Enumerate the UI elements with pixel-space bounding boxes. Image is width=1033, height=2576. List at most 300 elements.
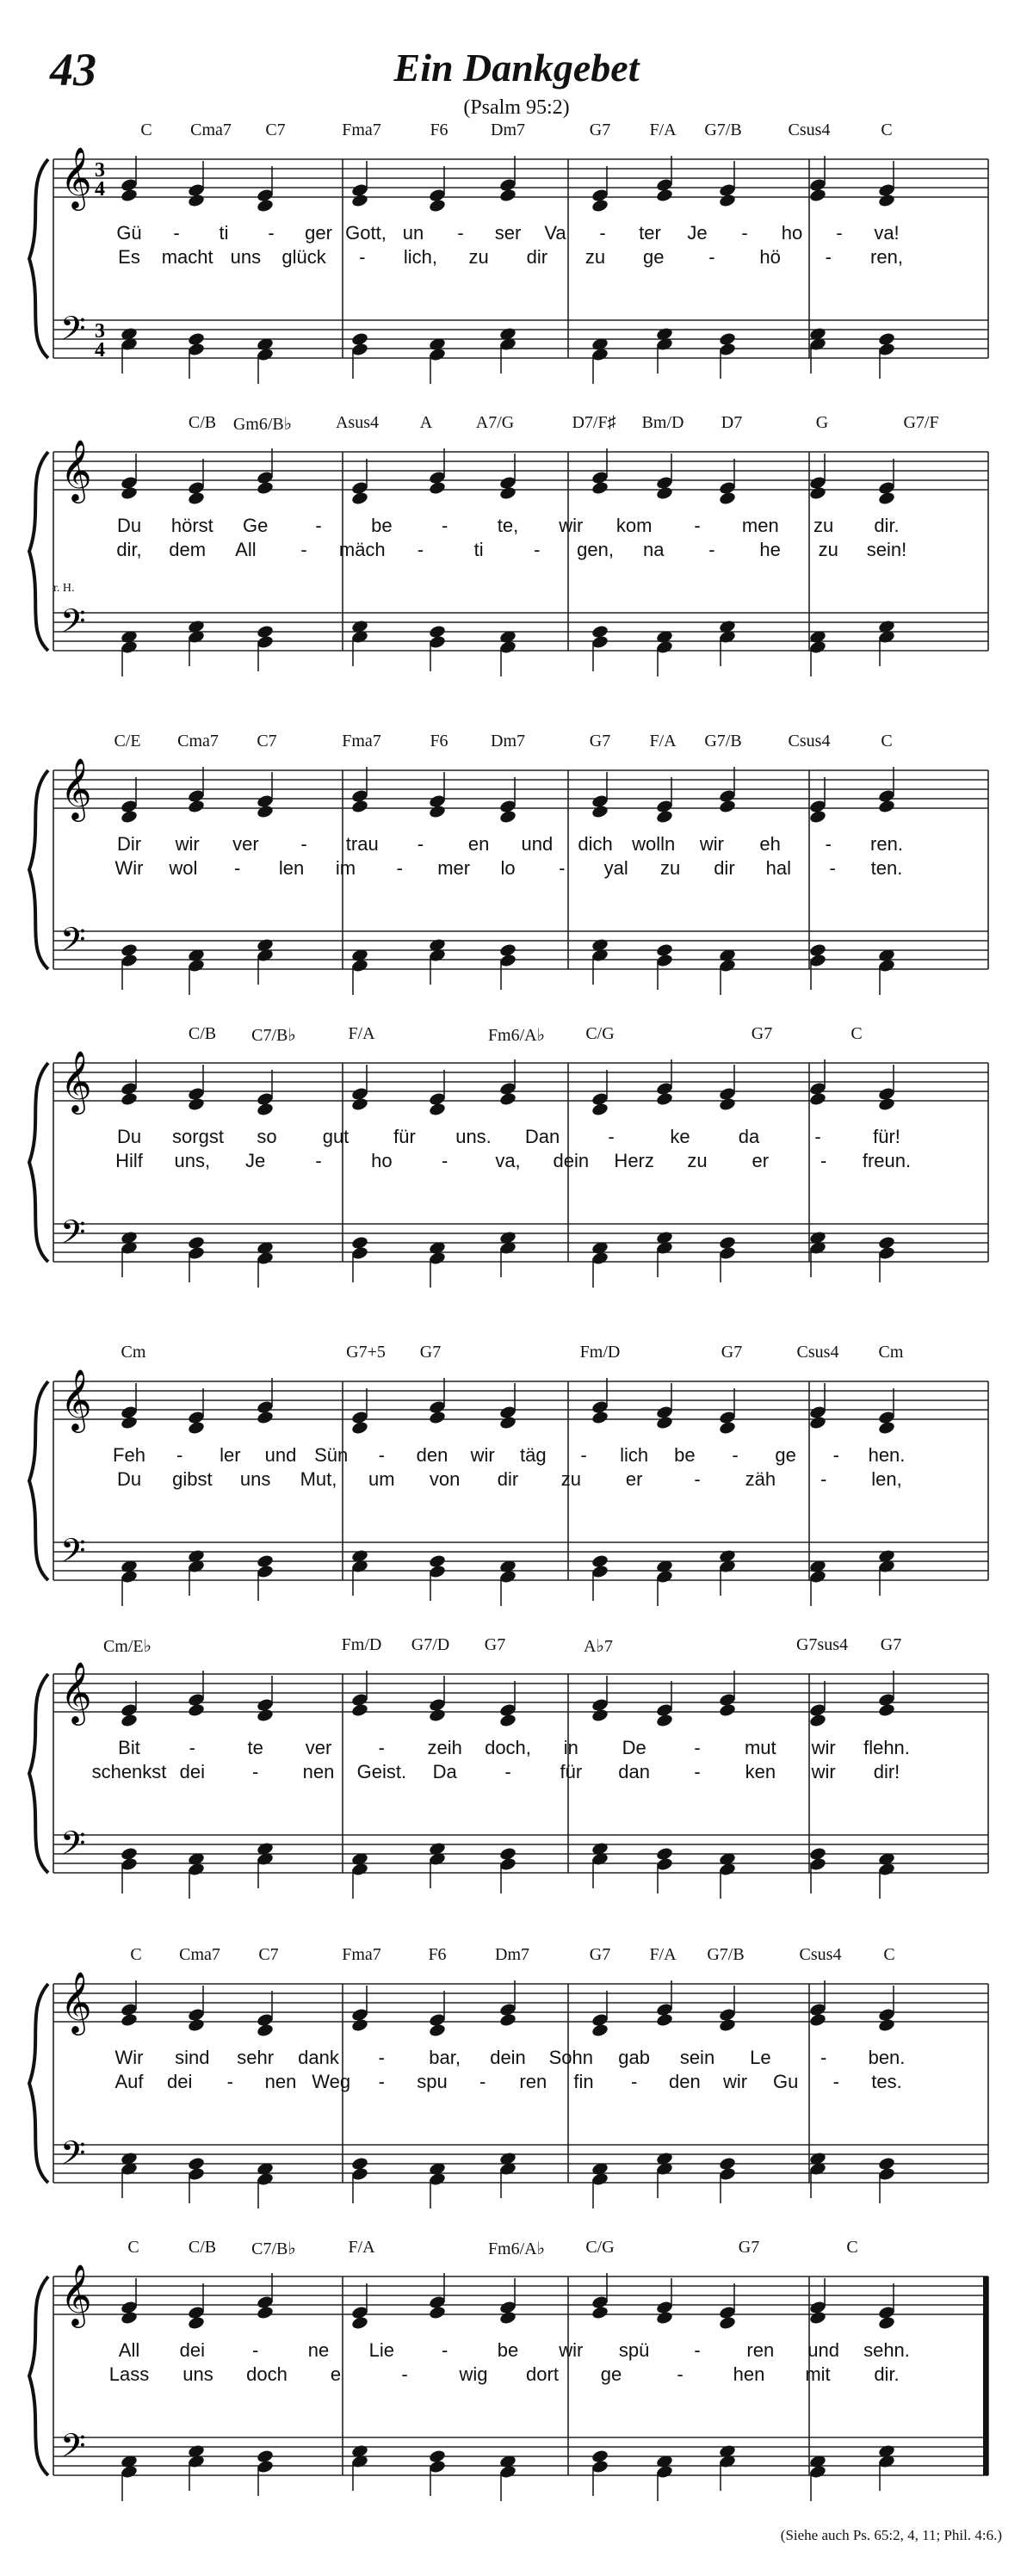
lyric-syllable: - xyxy=(741,222,748,244)
note-head xyxy=(120,2310,138,2325)
note-head xyxy=(591,2023,609,2037)
treble-clef: 𝄞 xyxy=(60,2263,92,2326)
time-signature: 3 xyxy=(95,320,105,343)
note-head xyxy=(655,188,673,202)
lyric-syllable: zu xyxy=(659,857,681,879)
lyric-syllable: dich xyxy=(578,833,613,855)
lyric-syllable: bar, xyxy=(429,2047,461,2068)
note-head xyxy=(428,2305,446,2320)
lyric-syllable: ho xyxy=(371,1150,393,1171)
lyric-syllable: flehn. xyxy=(863,1737,910,1758)
brace xyxy=(29,1674,48,1873)
chord-symbol: G7/B xyxy=(704,732,742,751)
chord-symbol: C7 xyxy=(265,120,286,139)
footnote: (Siehe auch Ps. 65:2, 4, 11; Phil. 4:6.) xyxy=(780,2527,1002,2543)
note-head xyxy=(350,2017,368,2032)
note-head xyxy=(808,1713,826,1727)
lyric-syllable: uns xyxy=(230,246,262,268)
note-head xyxy=(808,2012,826,2027)
note-head xyxy=(120,1713,138,1727)
note-head xyxy=(256,1708,274,1722)
note-head xyxy=(877,1420,895,1435)
lyric-syllable: ler xyxy=(220,1444,241,1466)
chord-symbol: C xyxy=(846,2238,858,2257)
lyric-syllable: be xyxy=(497,2339,519,2361)
lyric-syllable: men xyxy=(741,515,779,536)
lyric-syllable: - xyxy=(401,2363,408,2385)
lyric-syllable: wir xyxy=(811,1737,836,1758)
note-head xyxy=(350,1096,368,1111)
lyric-syllable: - xyxy=(378,2047,385,2068)
note-head xyxy=(498,1415,516,1430)
lyric-syllable: spu xyxy=(417,2071,448,2092)
chord-symbol: Dm7 xyxy=(491,732,525,751)
lyric-syllable: - xyxy=(694,515,701,536)
lyric-syllable: er xyxy=(625,1468,643,1490)
lyric-syllable: Sohn xyxy=(548,2047,594,2068)
lyric-syllable: doch, xyxy=(485,1737,531,1758)
chord-symbol: G7/B xyxy=(704,120,742,139)
lyric-syllable: Lie xyxy=(368,2339,395,2361)
chord-symbol: Cma7 xyxy=(177,732,219,751)
lyric-syllable: hörst xyxy=(170,515,213,536)
chord-symbol: Fma7 xyxy=(342,732,381,751)
lyric-syllable: ben. xyxy=(868,2047,906,2068)
lyric-syllable: für xyxy=(393,1126,416,1147)
chord-symbol: G7/B xyxy=(707,1945,745,1964)
note-head xyxy=(655,1415,673,1430)
lyric-syllable: dir xyxy=(714,857,735,879)
music-system xyxy=(0,413,1033,723)
lyric-syllable: dir! xyxy=(873,1761,900,1782)
note-head xyxy=(187,2315,205,2330)
note-head xyxy=(877,2315,895,2330)
chord-symbol: F6 xyxy=(430,732,448,751)
lyric-syllable: - xyxy=(359,246,366,268)
lyric-syllable: va! xyxy=(874,222,900,244)
note-head xyxy=(808,188,826,202)
lyric-syllable: ger xyxy=(305,222,332,244)
lyric-syllable: dem xyxy=(169,539,207,560)
lyric-syllable: ser xyxy=(494,222,522,244)
note-head xyxy=(808,809,826,824)
chord-symbol: C7 xyxy=(258,1945,279,1964)
lyric-syllable: Va xyxy=(544,222,566,244)
lyric-syllable: ho xyxy=(781,222,803,244)
chord-symbol: C xyxy=(881,120,893,139)
lyric-syllable: gen, xyxy=(577,539,614,560)
note-head xyxy=(808,1415,826,1430)
lyric-syllable: - xyxy=(176,1444,183,1466)
lyric-syllable: - xyxy=(300,833,307,855)
note-head xyxy=(120,1091,138,1106)
chord-symbol: C xyxy=(851,1024,863,1043)
lyric-syllable: ge xyxy=(642,246,665,268)
lyric-syllable: - xyxy=(836,222,843,244)
note-head xyxy=(498,1713,516,1727)
lyric-syllable: - xyxy=(417,539,424,560)
lyric-syllable: ren, xyxy=(870,246,903,268)
chord-symbol: Fma7 xyxy=(342,1945,381,1964)
lyric-syllable: te xyxy=(247,1737,263,1758)
lyric-syllable: schenkst xyxy=(91,1761,167,1782)
lyric-syllable: täg xyxy=(520,1444,547,1466)
lyric-syllable: - xyxy=(694,1468,701,1490)
lyric-syllable: dein xyxy=(490,2047,526,2068)
lyric-syllable: - xyxy=(251,1761,259,1782)
note-head xyxy=(655,809,673,824)
lyric-syllable: den xyxy=(416,1444,448,1466)
note-head xyxy=(428,1410,446,1424)
chord-symbol: G xyxy=(815,413,829,432)
lyric-syllable: für xyxy=(560,1761,583,1782)
lyric-syllable: spü xyxy=(618,2339,650,2361)
lyric-syllable: - xyxy=(829,857,836,879)
lyric-syllable: sehn. xyxy=(863,2339,910,2361)
lyric-syllable: zu xyxy=(818,539,838,560)
lyric-syllable: von xyxy=(429,1468,461,1490)
treble-clef: 𝄞 xyxy=(60,438,92,501)
lyric-syllable: ren. xyxy=(870,833,903,855)
chord-symbol: C xyxy=(883,1945,895,1964)
note-head xyxy=(350,193,368,207)
lyric-syllable: Wir xyxy=(114,2047,144,2068)
chord-symbol: G7 xyxy=(589,120,611,139)
note-head xyxy=(718,1096,736,1111)
music-system xyxy=(0,2238,1033,2548)
lyric-syllable: sein! xyxy=(866,539,907,560)
lyric-syllable: und xyxy=(521,833,554,855)
lyric-syllable: dir xyxy=(497,1468,519,1490)
lyric-syllable: - xyxy=(300,539,307,560)
lyric-syllable: Es xyxy=(118,246,140,268)
lyric-syllable: gut xyxy=(322,1126,349,1147)
lyric-syllable: lo xyxy=(500,857,516,879)
chord-symbol: G7 xyxy=(880,1635,902,1654)
lyric-syllable: dei xyxy=(179,1761,206,1782)
lyric-syllable: wir xyxy=(559,515,584,536)
chord-symbol: F/A xyxy=(649,1945,677,1964)
lyric-syllable: - xyxy=(599,222,606,244)
note-head xyxy=(187,799,205,813)
lyric-syllable: trau xyxy=(345,833,379,855)
lyric-syllable: zu xyxy=(468,246,489,268)
note-head xyxy=(655,2310,673,2325)
lyric-syllable: sorgst xyxy=(172,1126,224,1147)
lyric-syllable: dei xyxy=(166,2071,193,2092)
song-subtitle: (Psalm 95:2) xyxy=(463,96,570,119)
lyric-syllable: - xyxy=(708,246,715,268)
note-head xyxy=(187,1702,205,1717)
note-head xyxy=(718,491,736,505)
lyric-syllable: zäh xyxy=(745,1468,776,1490)
chord-symbol: Dm7 xyxy=(491,120,525,139)
note-head xyxy=(591,1102,609,1116)
lyric-syllable: Geist. xyxy=(356,1761,407,1782)
lyric-syllable: len xyxy=(278,857,305,879)
note-head xyxy=(877,799,895,813)
chord-symbol: C7/B♭ xyxy=(251,2239,296,2258)
lyric-syllable: ren xyxy=(519,2071,547,2092)
bass-clef: 𝄢 xyxy=(60,2134,86,2180)
time-signature: 4 xyxy=(95,178,105,201)
lyric-syllable: - xyxy=(234,857,241,879)
lyric-syllable: ken xyxy=(745,1761,776,1782)
lyric-syllable: fin xyxy=(573,2071,594,2092)
music-system xyxy=(0,120,1033,430)
lyric-syllable: uns. xyxy=(455,1126,492,1147)
lyric-syllable: dort xyxy=(526,2363,559,2385)
bass-clef: 𝄢 xyxy=(60,2426,86,2473)
lyric-syllable: dei xyxy=(179,2339,206,2361)
lyric-syllable: und xyxy=(264,1444,297,1466)
lyric-syllable: - xyxy=(825,833,832,855)
lyric-syllable: eh xyxy=(759,833,781,855)
lyric-syllable: ver xyxy=(232,833,259,855)
note-head xyxy=(498,2310,516,2325)
chord-symbol: F6 xyxy=(428,1945,447,1964)
time-signature: 3 xyxy=(95,159,105,182)
lyric-syllable: - xyxy=(832,2071,839,2092)
lyric-syllable: De xyxy=(622,1737,646,1758)
lyric-syllable: - xyxy=(832,1444,839,1466)
lyric-syllable: - xyxy=(820,1468,827,1490)
note-head xyxy=(591,804,609,819)
chord-symbol: C/E xyxy=(114,732,141,751)
note-head xyxy=(498,2012,516,2027)
note-head xyxy=(428,480,446,495)
lyric-syllable: na xyxy=(642,539,665,560)
note-head xyxy=(498,188,516,202)
staff-drawing xyxy=(0,2238,1033,2548)
staff-drawing xyxy=(0,1024,1033,1334)
chord-symbol: C7/B♭ xyxy=(251,1026,296,1045)
lyric-syllable: - xyxy=(825,246,832,268)
lyric-syllable: zu xyxy=(585,246,606,268)
lyric-syllable: Mut, xyxy=(300,1468,337,1490)
lyric-syllable: be xyxy=(674,1444,696,1466)
chord-symbol: G7 xyxy=(484,1635,506,1654)
note-head xyxy=(256,2023,274,2037)
chord-symbol: G7 xyxy=(589,732,611,751)
note-head xyxy=(350,2315,368,2330)
lyric-syllable: freun. xyxy=(862,1150,912,1171)
note-head xyxy=(350,1420,368,1435)
lyric-syllable: dir xyxy=(526,246,548,268)
song-title: Ein Dankgebet xyxy=(393,46,640,90)
lyric-syllable: te, xyxy=(497,515,519,536)
music-system xyxy=(0,1024,1033,1334)
chord-symbol: C7 xyxy=(257,732,277,751)
chord-symbol: D7 xyxy=(721,413,743,432)
lyric-syllable: lich xyxy=(620,1444,649,1466)
lyric-syllable: - xyxy=(268,222,275,244)
lyric-syllable: - xyxy=(694,1737,701,1758)
chord-symbol: Bm/D xyxy=(641,413,684,432)
lyric-syllable: Bit xyxy=(118,1737,140,1758)
chord-symbol: D7/F♯ xyxy=(572,413,616,432)
lyric-syllable: in xyxy=(563,1737,578,1758)
note-head xyxy=(350,1702,368,1717)
lyric-syllable: - xyxy=(694,1761,701,1782)
lyric-syllable: - xyxy=(732,1444,739,1466)
chord-symbol: Fm6/A♭ xyxy=(487,1026,546,1045)
chord-symbol: F/A xyxy=(348,2238,375,2257)
lyric-syllable: - xyxy=(378,1444,385,1466)
lyric-syllable: und xyxy=(807,2339,840,2361)
lyric-syllable: wir xyxy=(722,2071,748,2092)
lyric-syllable: - xyxy=(226,2071,233,2092)
lyric-syllable: - xyxy=(504,1761,511,1782)
note-head xyxy=(877,1702,895,1717)
chord-symbol: A♭7 xyxy=(584,1637,613,1656)
note-head xyxy=(718,2017,736,2032)
chord-symbol: C/B xyxy=(188,1024,217,1043)
lyric-syllable: - xyxy=(251,2339,259,2361)
chord-symbol: G7+5 xyxy=(346,1343,386,1362)
lyric-syllable: Gü xyxy=(116,222,142,244)
lyric-syllable: wir xyxy=(470,1444,495,1466)
note-head xyxy=(187,491,205,505)
lyric-syllable: en xyxy=(467,833,490,855)
treble-clef: 𝄞 xyxy=(60,145,92,208)
lyric-syllable: - xyxy=(814,1126,821,1147)
lyric-syllable: Da xyxy=(432,1761,457,1782)
brace xyxy=(29,770,48,969)
lyric-syllable: uns xyxy=(239,1468,271,1490)
lyric-syllable: ti xyxy=(219,222,229,244)
lyric-syllable: Sün xyxy=(314,1444,349,1466)
lyric-syllable: - xyxy=(441,1150,448,1171)
song-number: 43 xyxy=(50,44,96,96)
note-head xyxy=(808,485,826,500)
lyric-syllable: Du xyxy=(116,1126,142,1147)
lyric-syllable: zu xyxy=(813,515,834,536)
note-head xyxy=(256,480,274,495)
lyric-syllable: ge xyxy=(600,2363,622,2385)
lyric-syllable: yal xyxy=(603,857,628,879)
chord-symbol: C xyxy=(127,2238,139,2257)
lyric-syllable: va, xyxy=(495,1150,521,1171)
note-head xyxy=(718,1702,736,1717)
lyric-syllable: mut xyxy=(744,1737,776,1758)
note-head xyxy=(187,2017,205,2032)
chord-symbol: G7 xyxy=(589,1945,611,1964)
lyric-syllable: - xyxy=(608,1126,615,1147)
lyric-syllable: lich, xyxy=(403,246,438,268)
lyric-syllable: ke xyxy=(670,1126,690,1147)
note-head xyxy=(718,2315,736,2330)
lyric-syllable: ne xyxy=(307,2339,330,2361)
lyric-syllable: Herz xyxy=(614,1150,654,1171)
lyric-syllable: nen xyxy=(302,1761,335,1782)
lyric-syllable: Je xyxy=(687,222,708,244)
brace xyxy=(29,1984,48,2183)
lyric-syllable: zeih xyxy=(427,1737,462,1758)
lyric-syllable: - xyxy=(441,2339,448,2361)
note-head xyxy=(591,480,609,495)
lyric-syllable: - xyxy=(820,2047,827,2068)
chord-symbol: A7/G xyxy=(475,413,515,432)
lyric-syllable: zu xyxy=(560,1468,581,1490)
chord-symbol: F6 xyxy=(430,120,448,139)
chord-symbol: F/A xyxy=(649,120,677,139)
chord-symbol: C xyxy=(130,1945,142,1964)
lyric-syllable: All xyxy=(118,2339,140,2361)
note-head xyxy=(591,2305,609,2320)
music-system xyxy=(0,1343,1033,1652)
chord-symbol: Csus4 xyxy=(788,732,831,751)
lyric-syllable: hal xyxy=(765,857,791,879)
note-head xyxy=(187,193,205,207)
lyric-syllable: ge xyxy=(775,1444,796,1466)
brace xyxy=(29,452,48,651)
lyric-syllable: - xyxy=(315,515,322,536)
note-head xyxy=(256,2305,274,2320)
chord-symbol: C xyxy=(881,732,893,751)
note-head xyxy=(428,1102,446,1116)
chord-symbol: F/A xyxy=(348,1024,375,1043)
lyric-syllable: dan xyxy=(618,1761,651,1782)
lyric-syllable: wir xyxy=(811,1761,836,1782)
note-head xyxy=(877,491,895,505)
lyric-syllable: er xyxy=(752,1150,770,1171)
lyric-syllable: len, xyxy=(871,1468,902,1490)
note-head xyxy=(120,188,138,202)
treble-clef: 𝄞 xyxy=(60,1660,92,1723)
chord-symbol: Cma7 xyxy=(179,1945,220,1964)
chord-symbol: Cma7 xyxy=(190,120,232,139)
music-system xyxy=(0,1945,1033,2255)
lyric-syllable: wig xyxy=(459,2363,488,2385)
chord-symbol: C/G xyxy=(585,2238,615,2257)
lyric-syllable: - xyxy=(630,2071,638,2092)
lyric-syllable: - xyxy=(315,1150,322,1171)
final-barline xyxy=(983,2276,988,2475)
chord-symbol: Asus4 xyxy=(335,413,380,432)
lyric-syllable: sehr xyxy=(237,2047,275,2068)
note-head xyxy=(498,1091,516,1106)
lyric-syllable: doch xyxy=(246,2363,288,2385)
chord-symbol: G7sus4 xyxy=(795,1635,849,1654)
lyric-syllable: gibst xyxy=(172,1468,213,1490)
brace xyxy=(29,1063,48,1262)
chord-symbol: Fm6/A♭ xyxy=(487,2239,546,2258)
lyric-syllable: nen xyxy=(264,2071,297,2092)
treble-clef: 𝄞 xyxy=(60,757,92,819)
staff-drawing xyxy=(0,1343,1033,1652)
note-head xyxy=(718,799,736,813)
lyric-syllable: Du xyxy=(116,1468,142,1490)
bass-clef: 𝄢 xyxy=(60,1213,86,1259)
note-head xyxy=(256,804,274,819)
lyric-syllable: glück xyxy=(281,246,326,268)
lyric-syllable: Dan xyxy=(524,1126,560,1147)
lyric-syllable: wolln xyxy=(632,833,676,855)
note-head xyxy=(256,198,274,213)
lyric-syllable: gab xyxy=(618,2047,651,2068)
lyric-syllable: Ge xyxy=(242,515,269,536)
note-head xyxy=(428,804,446,819)
lyric-syllable: - xyxy=(677,2363,684,2385)
chord-symbol: Fma7 xyxy=(342,120,381,139)
note-head xyxy=(877,2017,895,2032)
note-head xyxy=(187,1096,205,1111)
note-head xyxy=(498,485,516,500)
note-head xyxy=(428,2023,446,2037)
note-head xyxy=(808,1091,826,1106)
lyric-syllable: - xyxy=(173,222,180,244)
